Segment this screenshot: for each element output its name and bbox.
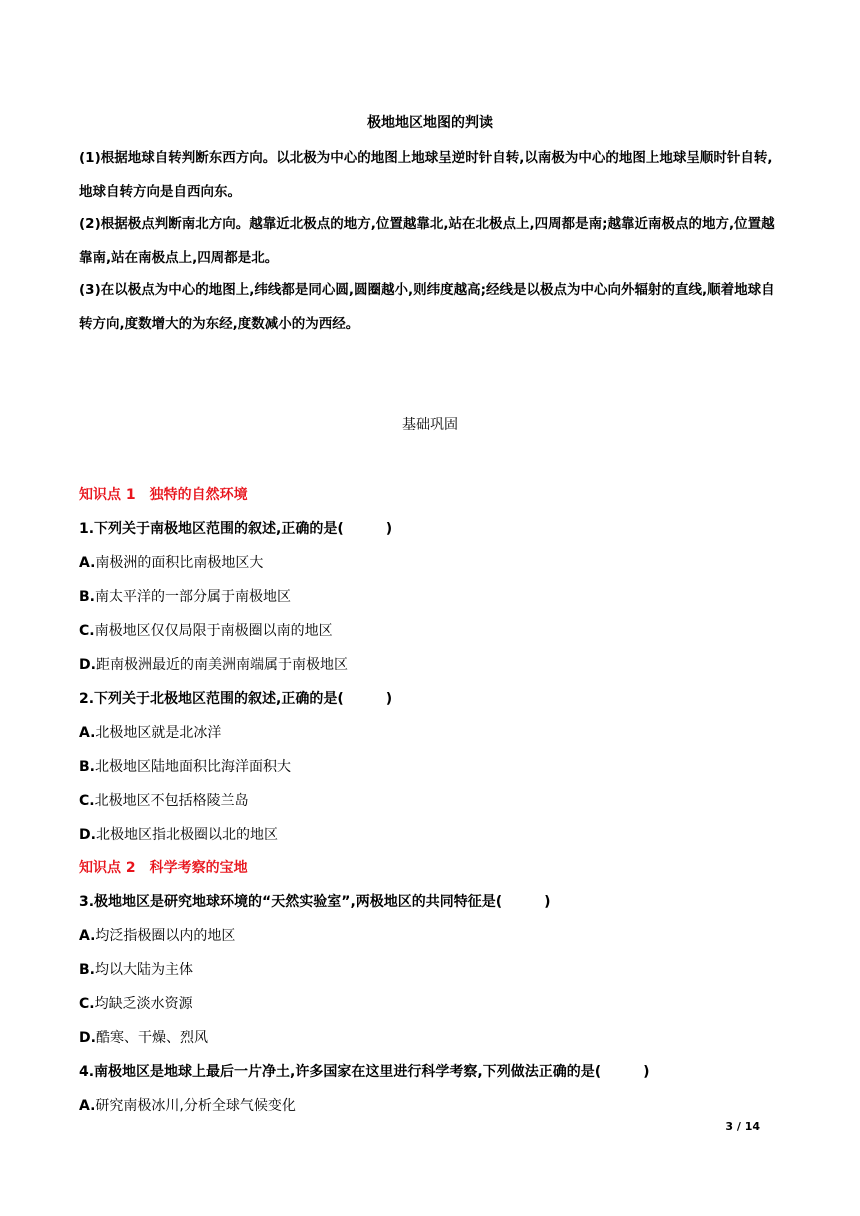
- question-1-option-c: C.南极地区仅仅局限于南极圈以南的地区: [79, 623, 333, 639]
- question-3-option-d: D.酷寒、干燥、烈风: [79, 1030, 208, 1046]
- tip-title: 极地地区地图的判读: [367, 115, 493, 131]
- tip-paragraph-1: (1)根据地球自转判断东西方向。以北极为中心的地图上地球呈逆时针自转,以南极为中心的地图上地球呈顺时针自转,地球自转方向是自西向东。: [79, 150, 773, 200]
- question-3-stem: 3.极地地区是研究地球环境的“天然实验室”,两极地区的共同特征是( ): [79, 894, 551, 910]
- knowledge-point-2: 知识点 2 科学考察的宝地: [79, 860, 248, 876]
- knowledge-point-1: 知识点 1 独特的自然环境: [79, 487, 248, 503]
- question-1-option-b: B.南太平洋的一部分属于南极地区: [79, 589, 291, 605]
- tip-paragraph-3: (3)在以极点为中心的地图上,纬线都是同心圆,圆圈越小,则纬度越高;经线是以极点为中心向外辐射的直线,顺着地球自转方向,度数增大的为东经,度数减小的为西经。: [79, 282, 775, 332]
- question-2-stem: 2.下列关于北极地区范围的叙述,正确的是( ): [79, 691, 393, 707]
- question-4-stem: 4.南极地区是地球上最后一片净土,许多国家在这里进行科学考察,下列做法正确的是( ): [79, 1064, 650, 1080]
- question-1-stem: 1.下列关于南极地区范围的叙述,正确的是( ): [79, 521, 393, 537]
- question-3-option-c: C.均缺乏淡水资源: [79, 996, 193, 1012]
- question-2-option-d: D.北极地区指北极圈以北的地区: [79, 827, 278, 843]
- question-3-option-b: B.均以大陆为主体: [79, 962, 193, 978]
- question-2-option-b: B.北极地区陆地面积比海洋面积大: [79, 759, 291, 775]
- question-1-option-a: A.南极洲的面积比南极地区大: [79, 555, 264, 571]
- question-1-option-d: D.距南极洲最近的南美洲南端属于南极地区: [79, 657, 348, 673]
- section-title: 基础巩固: [402, 417, 458, 433]
- question-2-option-a: A.北极地区就是北冰洋: [79, 725, 222, 741]
- page-number: 3 / 14: [725, 1120, 760, 1133]
- question-3-option-a: A.均泛指极圈以内的地区: [79, 928, 236, 944]
- question-2-option-c: C.北极地区不包括格陵兰岛: [79, 793, 249, 809]
- tip-paragraph-2: (2)根据极点判断南北方向。越靠近北极点的地方,位置越靠北,站在北极点上,四周都是南;越靠近南极点的地方,位置越靠南,站在南极点上,四周都是北。: [79, 216, 775, 266]
- question-4-option-a: A.研究南极冰川,分析全球气候变化: [79, 1098, 296, 1114]
